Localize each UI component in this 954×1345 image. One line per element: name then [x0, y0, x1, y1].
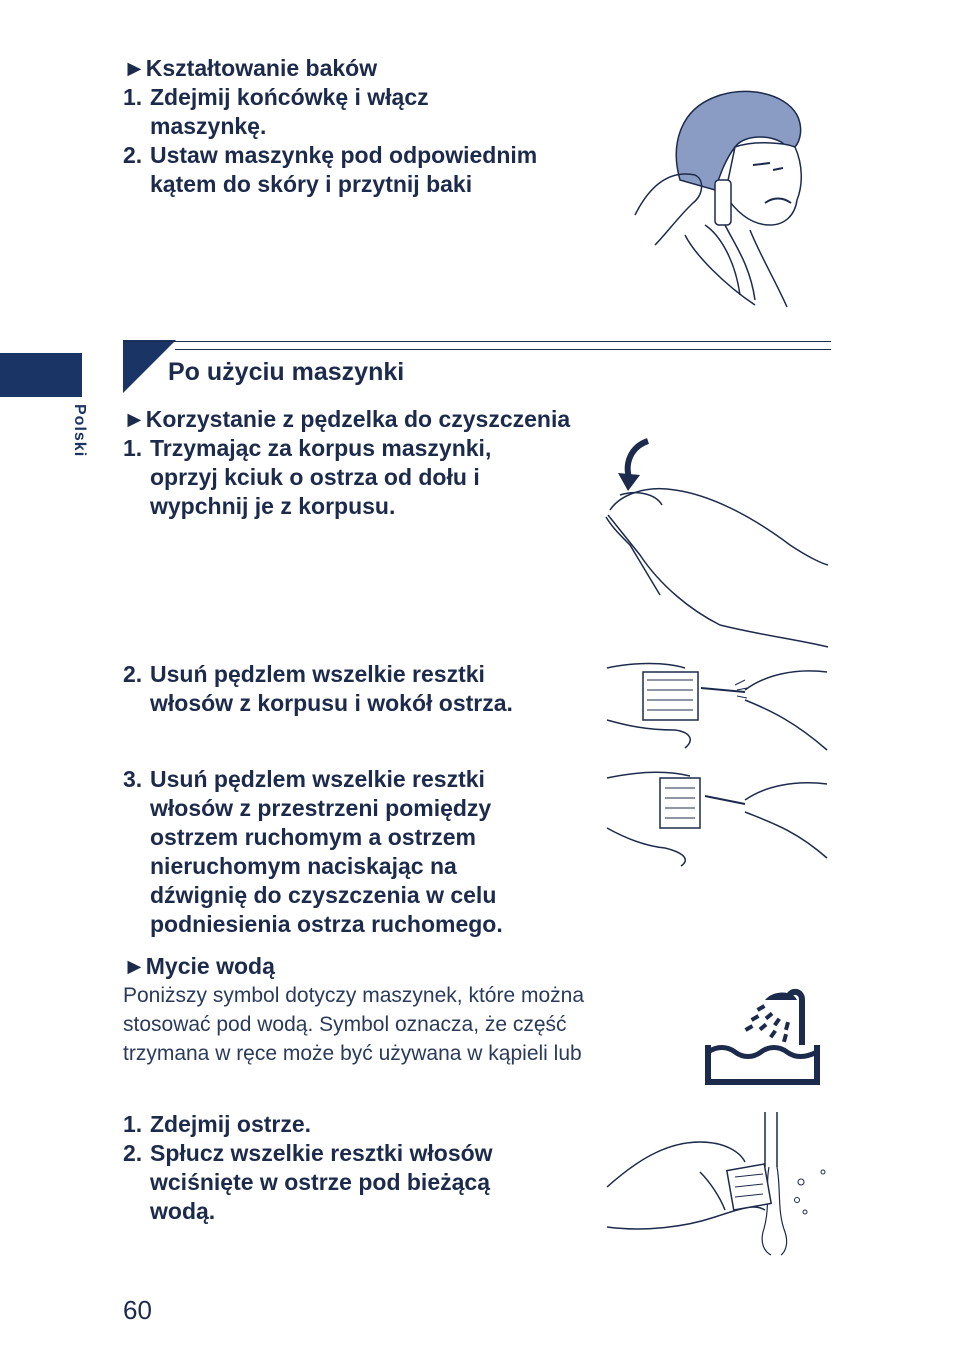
wash-text-line-1: Poniższy symbol dotyczy maszynek, które można: [123, 984, 584, 1007]
wash-heading: ►Mycie wodą: [123, 953, 275, 979]
brush-blade-illustration: [605, 768, 830, 868]
section-rule-top: [123, 341, 831, 342]
washable-symbol-icon: [705, 988, 823, 1088]
brush-heading: ►Korzystanie z pędzelka do czyszczenia: [123, 406, 571, 432]
brush-step-2: 2. Usuń pędzlem wszelkie resztki włosów z korpusu i wokół ostrza.: [123, 661, 513, 716]
sideburns-heading: ►Kształtowanie baków: [123, 55, 378, 81]
section-rule-bottom: [175, 349, 831, 350]
brush-body-illustration: [605, 660, 830, 755]
language-label: Polski: [71, 404, 88, 458]
section-title: Po użyciu maszynki: [168, 358, 405, 386]
wash-text-line-3: trzymana w ręce może być używana w kąpieli lub: [123, 1042, 582, 1065]
wash-steps: [123, 1110, 593, 1226]
sideburns-section: [123, 54, 603, 199]
push-blade-illustration: [600, 435, 830, 655]
language-tab: [0, 353, 82, 397]
brush-step-1: 1. Trzymając za korpus maszynki, oprzyj kciuk o ostrza od dołu i wypchnij je z korpusu.: [123, 435, 492, 519]
sideburns-step-1: 1. Zdejmij końcówkę i włącz maszynkę.: [123, 84, 429, 139]
wash-section: [123, 952, 683, 1068]
brush-step-3: 3. Usuń pędzlem wszelkie resztki włosów z przestrzeni pomiędzy ostrzem ruchomym a ostrzem nieruchomym naciskając na dźwignię do czyszczenia w celu podniesienia ostrza ruchomego.: [123, 766, 503, 937]
sideburn-trimming-illustration: [625, 85, 835, 310]
wash-step-1: 1. Zdejmij ostrze.: [123, 1111, 312, 1137]
page-number: 60: [123, 1295, 152, 1325]
brush-section: [123, 405, 643, 521]
rinse-blade-illustration: [605, 1112, 830, 1257]
wash-step-2: 2. Spłucz wszelkie resztki włosów wciśnięte w ostrze pod bieżącą wodą.: [123, 1140, 493, 1224]
sideburns-step-2: 2. Ustaw maszynkę pod odpowiednim kątem do skóry i przytnij baki: [123, 142, 538, 197]
wash-text-line-2: stosować pod wodą. Symbol oznacza, że część: [123, 1013, 567, 1036]
